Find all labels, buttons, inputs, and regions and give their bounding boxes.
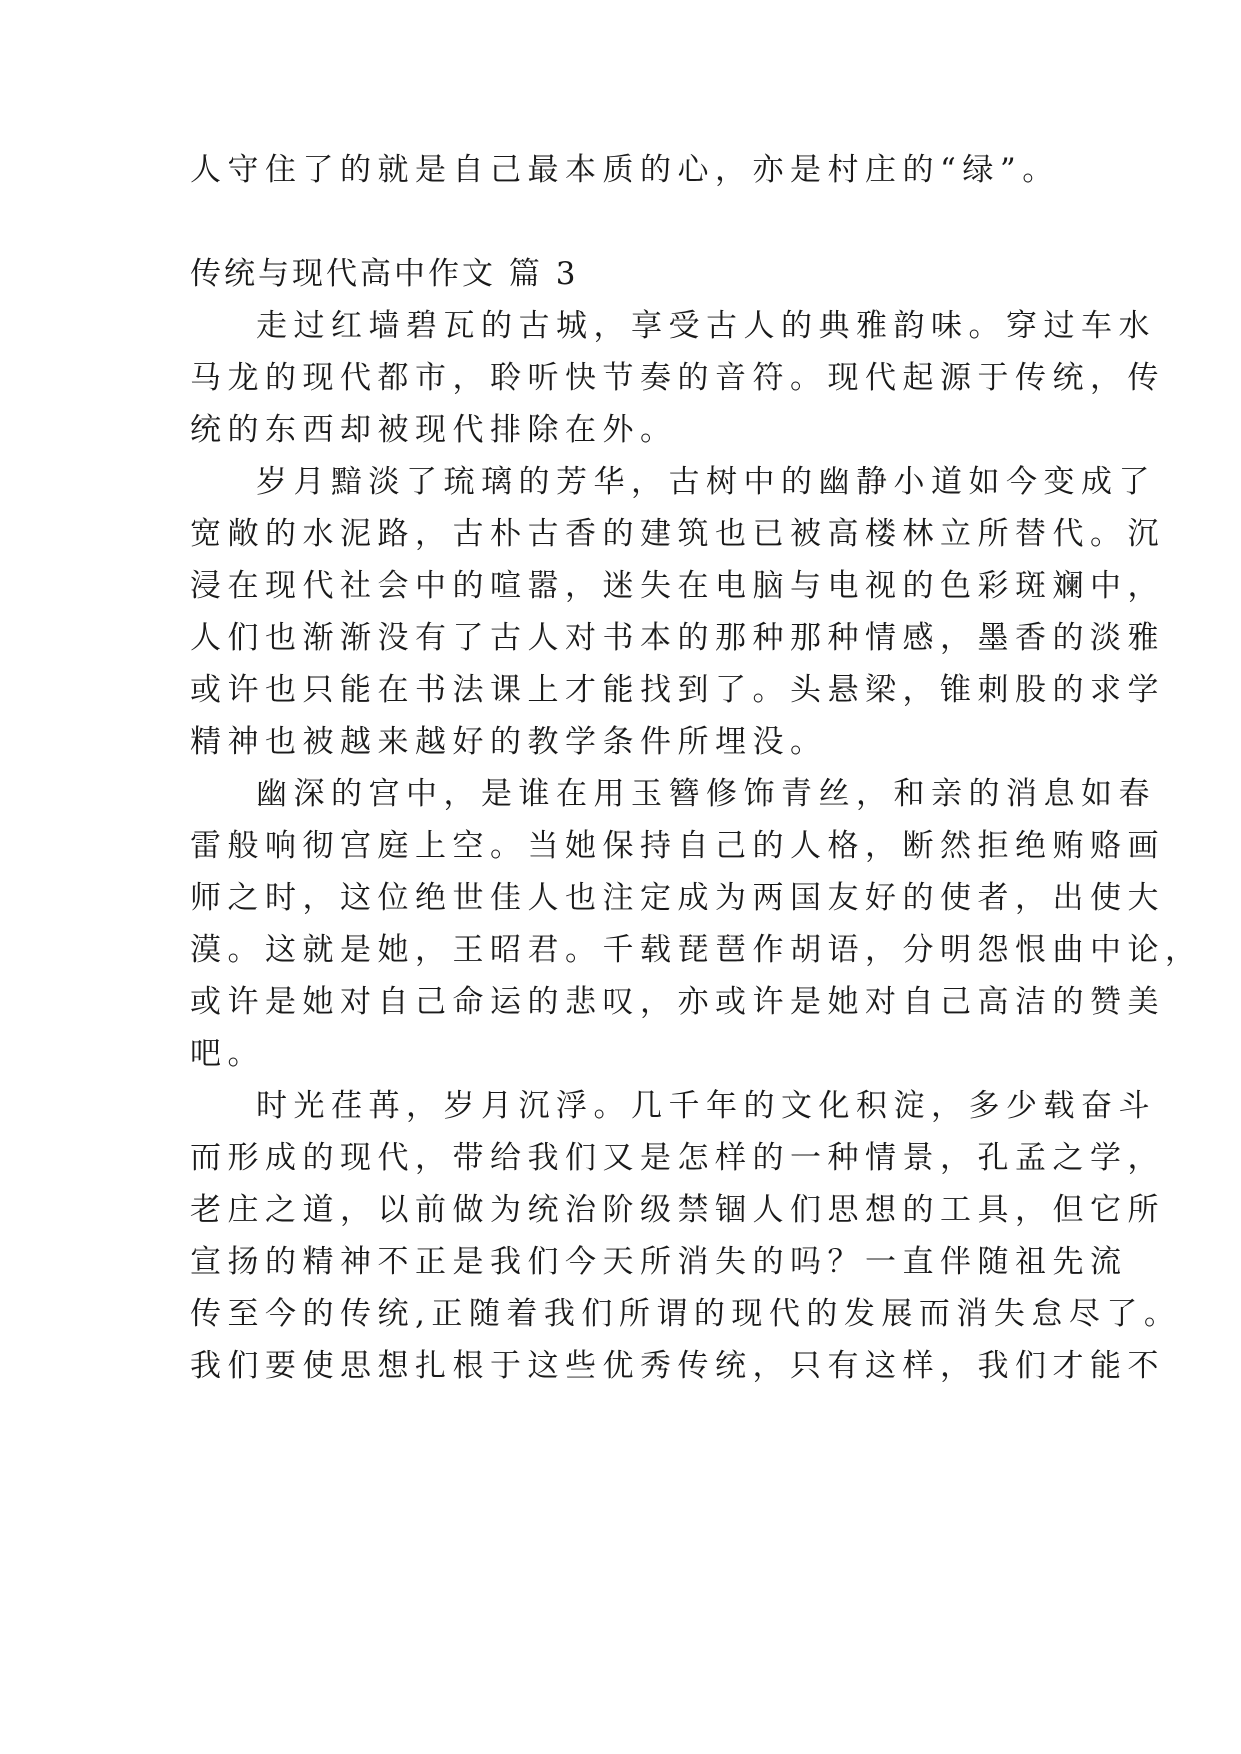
paragraph-line: 宽敞的水泥路，古朴古香的建筑也已被高楼林立所替代。沉 — [190, 516, 1165, 552]
paragraph-line: 或许也只能在书法课上才能找到了。头悬梁，锥刺股的求学 — [190, 672, 1165, 708]
paragraph-line: 走过红墙碧瓦的古城，享受古人的典雅韵味。穿过车水 — [256, 308, 1156, 344]
paragraph-line: 老庄之道，以前做为统治阶级禁锢人们思想的工具，但它所 — [190, 1192, 1165, 1228]
paragraph-line: 人们也渐渐没有了古人对书本的那种那种情感，墨香的淡雅 — [190, 620, 1165, 656]
paragraph-line: 宣扬的精神不正是我们今天所消失的吗？一直伴随祖先流 — [190, 1244, 1128, 1280]
paragraph-line: 浸在现代社会中的喧嚣，迷失在电脑与电视的色彩斑斓中， — [190, 568, 1165, 604]
paragraph-line: 或许是她对自己命运的悲叹，亦或许是她对自己高洁的赞美 — [190, 984, 1165, 1020]
section-heading: 传统与现代高中作文 篇 3 — [190, 256, 579, 292]
paragraph-line: 而形成的现代，带给我们又是怎样的一种情景，孔孟之学， — [190, 1140, 1165, 1176]
paragraph-line: 统的东西却被现代排除在外。 — [190, 412, 678, 448]
paragraph-line: 岁月黯淡了琉璃的芳华，古树中的幽静小道如今变成了 — [256, 464, 1156, 500]
paragraph-line: 时光荏苒，岁月沉浮。几千年的文化积淀，多少载奋斗 — [256, 1088, 1156, 1124]
paragraph-line: 漠。这就是她，王昭君。千载琵琶作胡语，分明怨恨曲中论， — [190, 932, 1203, 968]
paragraph-line: 传至今的传统,正随着我们所谓的现代的发展而消失怠尽了。 — [190, 1296, 1182, 1332]
carryover-line: 人守住了的就是自己最本质的心，亦是村庄的“绿”。 — [190, 152, 1060, 188]
paragraph-line: 吧。 — [190, 1036, 265, 1072]
paragraph-line: 师之时，这位绝世佳人也注定成为两国友好的使者，出使大 — [190, 880, 1165, 916]
paragraph-line: 马龙的现代都市，聆听快节奏的音符。现代起源于传统，传 — [190, 360, 1165, 396]
paragraph-line: 幽深的宫中，是谁在用玉簪修饰青丝，和亲的消息如春 — [256, 776, 1156, 812]
paragraph-line: 雷般响彻宫庭上空。当她保持自己的人格，断然拒绝贿赂画 — [190, 828, 1165, 864]
paragraph-line: 精神也被越来越好的教学条件所埋没。 — [190, 724, 828, 760]
paragraph-line: 我们要使思想扎根于这些优秀传统，只有这样，我们才能不 — [190, 1348, 1165, 1384]
